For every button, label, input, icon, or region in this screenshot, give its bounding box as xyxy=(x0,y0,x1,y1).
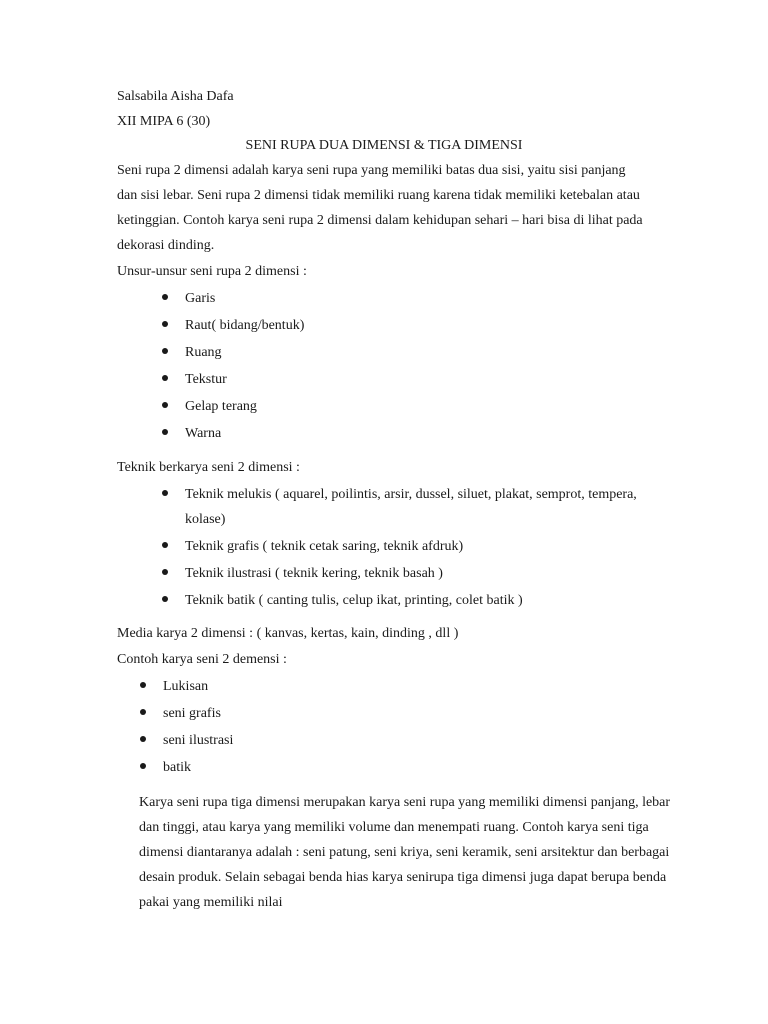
list-item xyxy=(185,561,645,586)
bullet-icon xyxy=(162,542,168,548)
bullet-icon xyxy=(162,348,168,354)
teknik-heading: Teknik berkarya seni 2 dimensi : xyxy=(117,460,300,475)
list-item xyxy=(185,534,645,559)
list-item-text: Teknik grafis ( teknik cetak saring, teknik afdruk) xyxy=(185,539,464,554)
list-item xyxy=(185,340,645,365)
unsur-list xyxy=(185,286,645,448)
list-item xyxy=(163,701,623,726)
bullet-icon xyxy=(140,763,146,769)
list-item-text: Teknik melukis ( aquarel, poilintis, arsir, dussel, siluet, plakat, semprot, tempera, kolase) xyxy=(185,487,637,527)
bullet-icon xyxy=(162,402,168,408)
list-item-text: Raut( bidang/bentuk) xyxy=(185,318,305,333)
bullet-icon xyxy=(162,375,168,381)
list-item-text: Warna xyxy=(185,426,222,441)
bullet-icon xyxy=(162,490,168,496)
list-item-text: Tekstur xyxy=(185,372,227,387)
list-item-text: seni ilustrasi xyxy=(163,733,234,748)
bullet-icon xyxy=(162,321,168,327)
bullet-icon xyxy=(140,709,146,715)
intro-paragraph: Seni rupa 2 dimensi adalah karya seni rupa yang memiliki batas dua sisi, yaitu sisi panjang dan sisi lebar. Seni rupa 2 dimensi tidak memiliki ruang karena tidak memiliki ketebalan atau ketinggian. Contoh karya seni rupa 2 dimensi dalam kehidupan sehari – hari bisa di lihat pada dekorasi dinding. xyxy=(117,163,643,253)
list-item-text: Teknik batik ( canting tulis, celup ikat, printing, colet batik ) xyxy=(185,593,523,608)
list-item xyxy=(185,286,645,311)
list-item xyxy=(163,728,623,753)
list-item xyxy=(185,367,645,392)
list-item xyxy=(163,755,623,780)
document-title: SENI RUPA DUA DIMENSI & TIGA DIMENSI xyxy=(245,138,523,153)
list-item xyxy=(163,674,623,699)
list-item xyxy=(185,421,645,446)
list-item xyxy=(185,394,645,419)
media-line: Media karya 2 dimensi : ( kanvas, kertas, kain, dinding , dll ) xyxy=(117,626,459,641)
author-name: Salsabila Aisha Dafa xyxy=(117,89,234,104)
list-item xyxy=(185,482,645,532)
author-class: XII MIPA 6 (30) xyxy=(117,114,211,129)
list-item-text: Teknik ilustrasi ( teknik kering, teknik basah ) xyxy=(185,566,443,581)
contoh-heading: Contoh karya seni 2 demensi : xyxy=(117,652,287,667)
bullet-icon xyxy=(162,294,168,300)
contoh-list xyxy=(163,674,623,782)
list-item xyxy=(185,588,645,613)
list-item-text: Lukisan xyxy=(163,679,209,694)
tiga-dimensi-paragraph: Karya seni rupa tiga dimensi merupakan karya seni rupa yang memiliki dimensi panjang, lebar dan tinggi, atau karya yang memiliki volume dan menempati ruang. Contoh karya seni tiga dimensi diantaranya adalah : seni patung, seni kriya, seni keramik, seni arsitektur dan berbagai desain produk. Selain sebagai benda hias karya senirupa tiga dimensi juga dapat berupa benda pakai yang memiliki nilai xyxy=(139,795,671,910)
bullet-icon xyxy=(140,682,146,688)
bullet-icon xyxy=(140,736,146,742)
list-item-text: Ruang xyxy=(185,345,222,360)
list-item-text: seni grafis xyxy=(163,706,221,721)
teknik-list xyxy=(185,482,645,615)
list-item-text: Garis xyxy=(185,291,216,306)
list-item-text: Gelap terang xyxy=(185,399,257,414)
list-item-text: batik xyxy=(163,760,191,775)
bullet-icon xyxy=(162,429,168,435)
unsur-heading: Unsur-unsur seni rupa 2 dimensi : xyxy=(117,264,307,279)
list-item xyxy=(185,313,645,338)
bullet-icon xyxy=(162,569,168,575)
bullet-icon xyxy=(162,596,168,602)
